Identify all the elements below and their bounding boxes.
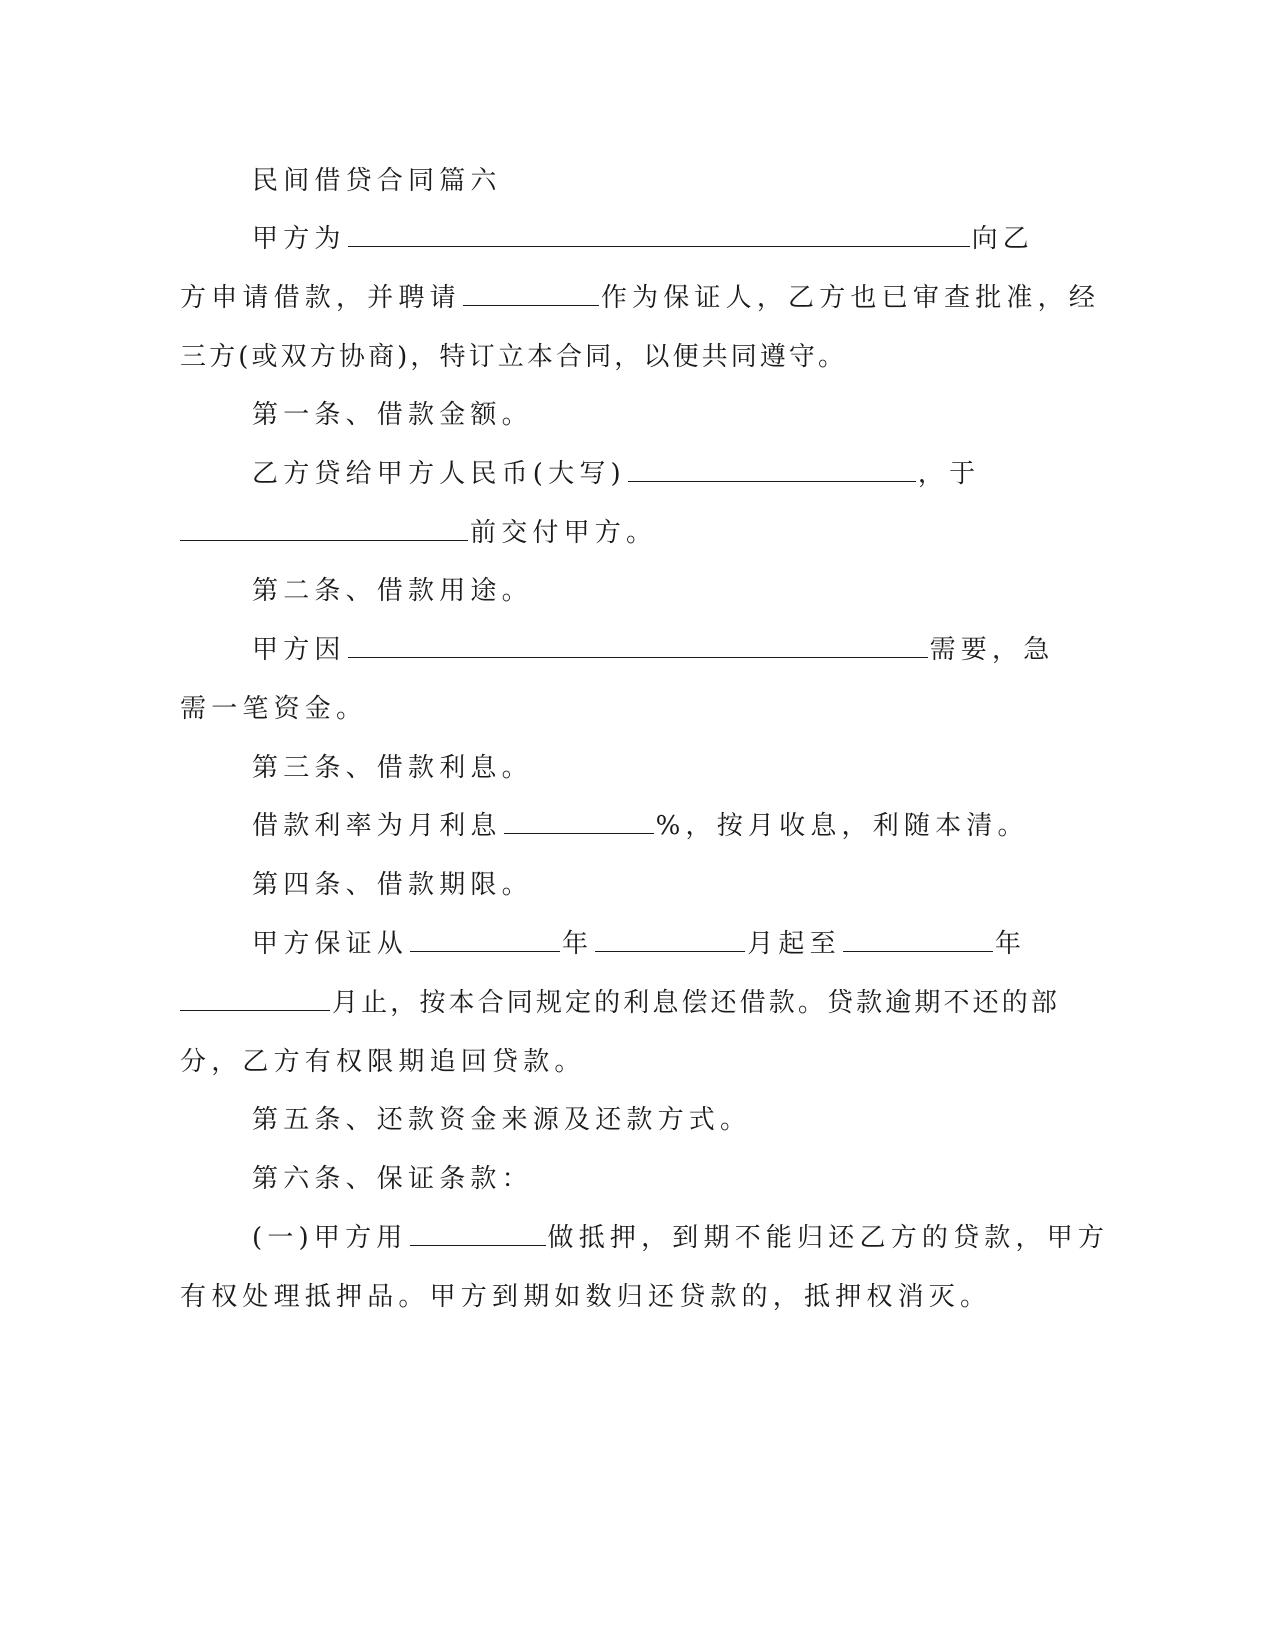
guarantor-blank <box>463 283 599 306</box>
purpose-blank <box>348 635 928 658</box>
article-5-heading <box>252 1104 751 1136</box>
article-4-heading <box>252 869 533 901</box>
intro-text: 方申请借款，并聘请 <box>180 283 461 313</box>
interest-rate-blank <box>504 811 654 834</box>
start-month-blank <box>595 929 745 952</box>
heading-text: 第二条、借款用途。 <box>252 576 533 606</box>
delivery-date-blank <box>180 518 468 541</box>
body-text: 乙方贷给甲方人民币(大写) <box>252 459 626 489</box>
end-year-blank <box>843 929 993 952</box>
article-6-item-1-line-2 <box>180 1281 991 1313</box>
article-4-line-3 <box>180 1046 586 1078</box>
heading-text: 第一条、借款金额。 <box>252 400 533 430</box>
article-6-item-1-line-1 <box>252 1222 1109 1254</box>
heading-text: 第四条、借款期限。 <box>252 870 533 900</box>
article-1-heading <box>252 399 533 431</box>
borrower-purpose-blank <box>348 224 970 247</box>
body-text: ，于 <box>917 459 981 489</box>
article-2-line-2 <box>180 693 367 725</box>
body-text: 做抵押，到期不能归还乙方的贷款，甲方 <box>547 1223 1110 1253</box>
article-6-heading <box>252 1163 533 1195</box>
heading-text: 第六条、保证条款： <box>252 1164 533 1194</box>
amount-blank <box>628 459 916 482</box>
article-1-line-2 <box>180 517 657 549</box>
start-year-blank <box>410 929 560 952</box>
body-text: 需要，急 <box>929 635 1055 665</box>
article-3-line-1 <box>252 810 1029 842</box>
article-2-line-1 <box>252 634 1054 666</box>
intro-text: 向乙 <box>971 224 1035 254</box>
intro-line-1 <box>252 223 1034 255</box>
article-4-line-1 <box>252 928 1026 960</box>
heading-text: 第五条、还款资金来源及还款方式。 <box>252 1105 752 1135</box>
body-text: 年 <box>994 929 1027 959</box>
title-text: 民间借贷合同篇六 <box>252 166 502 196</box>
body-text: 有权处理抵押品。甲方到期如数归还贷款的，抵押权消灭。 <box>180 1282 992 1312</box>
end-month-blank <box>180 988 330 1011</box>
collateral-blank <box>410 1223 546 1246</box>
intro-line-3 <box>180 341 847 373</box>
article-4-line-2 <box>180 987 1060 1019</box>
intro-text: 作为保证人，乙方也已审查批准，经 <box>600 283 1101 313</box>
body-text: 月起至 <box>747 929 841 959</box>
article-2-heading <box>252 575 533 607</box>
heading-text: 第三条、借款利息。 <box>252 753 533 783</box>
intro-line-2 <box>180 282 1100 314</box>
body-text: 甲方保证从 <box>252 929 409 959</box>
body-text: 借款利率为月利息 <box>252 811 502 841</box>
body-text: (一)甲方用 <box>252 1223 408 1253</box>
body-text: %，按月收息，利随本清。 <box>655 811 1029 841</box>
article-1-line-1 <box>252 458 980 490</box>
body-text: 月止，按本合同规定的利息偿还借款。贷款逾期不还的部 <box>332 988 1061 1018</box>
intro-text: 三方(或双方协商)，特订立本合同，以便共同遵守。 <box>180 342 848 372</box>
body-text: 年 <box>562 929 594 959</box>
body-text: 甲方因 <box>252 635 346 665</box>
document-title <box>252 165 502 197</box>
body-text: 需一笔资金。 <box>180 694 368 724</box>
body-text: 前交付甲方。 <box>470 518 658 548</box>
body-text: 分，乙方有权限期追回贷款。 <box>180 1047 586 1077</box>
article-3-heading <box>252 752 533 784</box>
intro-text: 甲方为 <box>252 224 346 254</box>
